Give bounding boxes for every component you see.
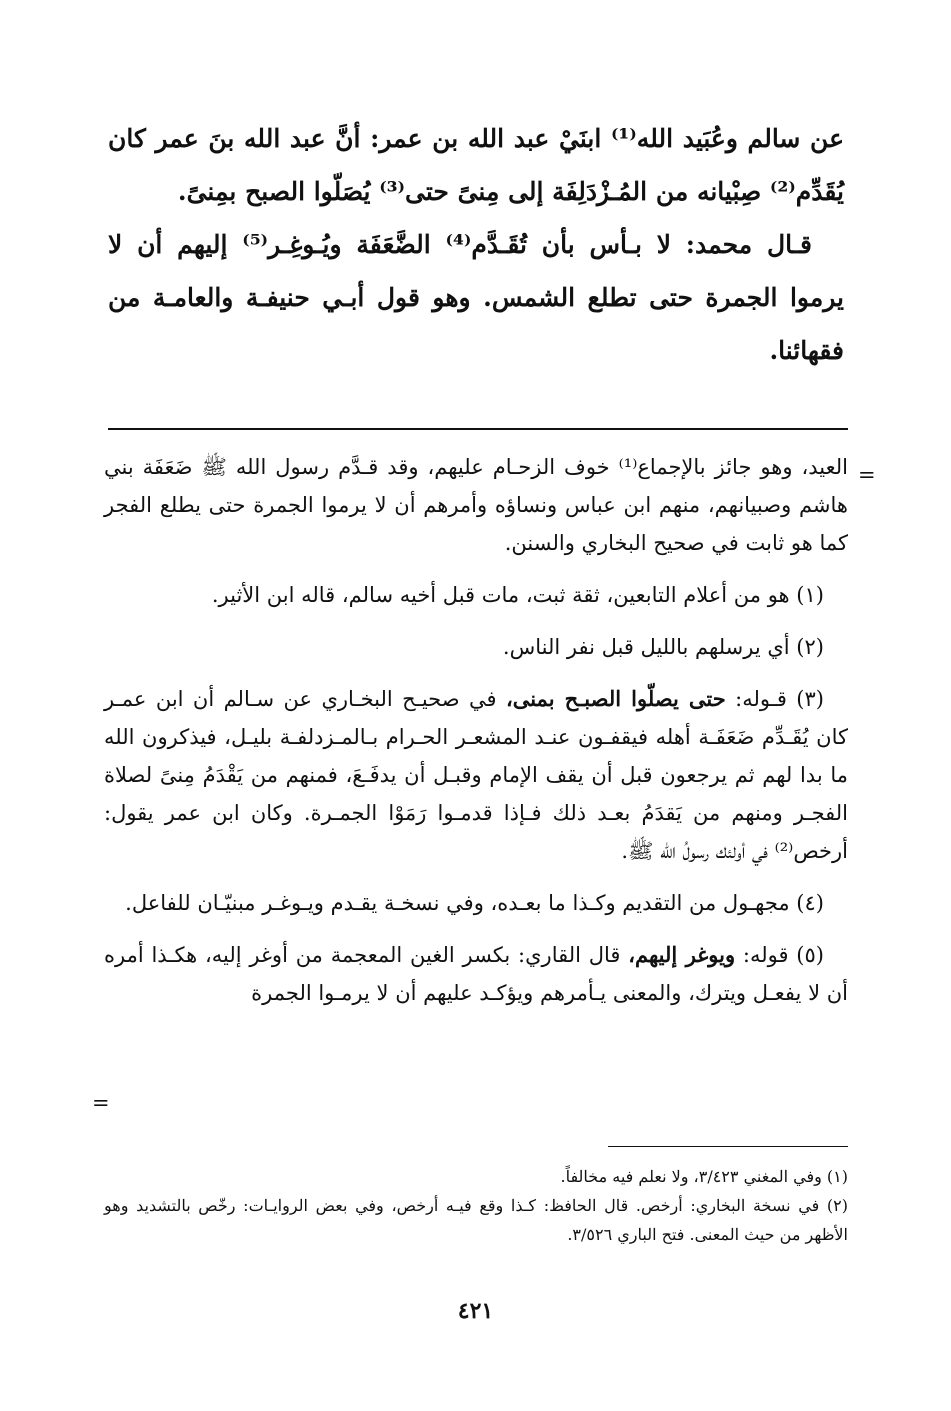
separator-rule	[108, 428, 848, 430]
page-number: ٤٢١	[457, 1298, 494, 1324]
note-continuation: العيد، وهو جائز بالإجماع⁽¹⁾ خوف الزحـام عليهم، وقد قـدَّم رسول الله ﷺ ضَعَفَة بني هاشم وصبيانهم، منهم ابن عباس ونساؤه وأمرهم أن لا يرموا الجمرة حتى يطلع الفجر كما هو ثابت في صحيح البخاري والسنن.	[104, 455, 848, 555]
footnote-2: (٢) في نسخة البخاري: أرخص. قال الحافظ: كـذا وقع فيـه أرخص، وفي بعض الروايـات: رخّص بالتشديد وهو الأظهر من حيث المعنى. فتح الباري ٣/٥٢٦.	[104, 1196, 848, 1244]
main-text	[108, 112, 844, 377]
editor-footnotes	[104, 1162, 848, 1249]
note-1: (١) هو من أعلام التابعين، ثقة ثبت، مات قبل أخيه سالم، قاله ابن الأثير.	[211, 583, 824, 607]
note-2: (٢) أي يرسلهم بالليل قبل نفر الناس.	[502, 635, 824, 659]
continuation-marker: =	[858, 463, 876, 487]
commentary-notes	[104, 448, 848, 1026]
note-5-text: قال القاري: بكسر الغين المعجمة من أوغر إليه، هكـذا أمره أن لا يفعـل ويترك، والمعنى يـأمرهم ويؤكـد عليهم أن لا يرمـوا الجمرة	[104, 943, 848, 1005]
footnote-rule	[608, 1146, 848, 1147]
note-3-lemma: حتى يصلّوا الصبـح بمنى،	[505, 686, 726, 711]
note-3-number: (٣) قـوله:	[725, 687, 824, 711]
note-5-lemma: ويوغر إليهم،	[628, 942, 736, 967]
note-3-text: في صحيـح البخـاري عن سـالم أن ابن عمـر كان يُقَـدِّم ضَعَفَـة أهله فيقفـون عنـد المشعـر الحـرام بـالمـزدلفـة بليـل، فيذكرون الله ما بدا لهم ثم يرجعون قبل أن يقف الإمام وقبـل أن يدفَـعَ، فمنهم من يَقْدَمُ مِنىً لصلاة الفجـر ومنهم من يَقدَمُ بعـد ذلك فـإذا قدمـوا رَمَوْا الجمـرة. وكان ابن عمر يقول: أرخص⁽²⁾ في أولئك رسولُ الله ﷺ.	[104, 687, 848, 863]
main-paragraph-1: عن سالم وعُبَيد الله⁽¹⁾ ابنَيْ عبد الله بن عمر: أنَّ عبد الله بنَ عمر كان يُقَدِّم⁽²⁾ صِبْيانه من المُـزْدَلِفَة إلى مِنىً حتى⁽³⁾ يُصَلّوا الصبح بمِنىً.	[108, 124, 844, 206]
note-3	[104, 680, 848, 870]
note-5	[104, 936, 848, 1012]
main-paragraph-2: قـال محمد: لا بـأس بأن تُقَـدَّم⁽⁴⁾ الضَّعَفَة ويُـوغِـر⁽⁵⁾ إليهم أن لا يرموا الجمرة حتى تطلع الشمس. وهو قول أبـي حنيفـة والعامـة من فقهائنا.	[108, 230, 844, 365]
footnote-1: (١) وفي المغني ٣/٤٢٣، ولا نعلم فيه مخالفاً.	[560, 1167, 848, 1186]
note-4: (٤) مجهـول من التقديم وكـذا ما بعـده، وفي نسخـة يقـدم ويـوغـر مبنيّـان للفاعل.	[125, 891, 824, 915]
note-5-number: (٥) قوله:	[735, 943, 824, 967]
end-continuation-marker: =	[92, 1091, 110, 1115]
